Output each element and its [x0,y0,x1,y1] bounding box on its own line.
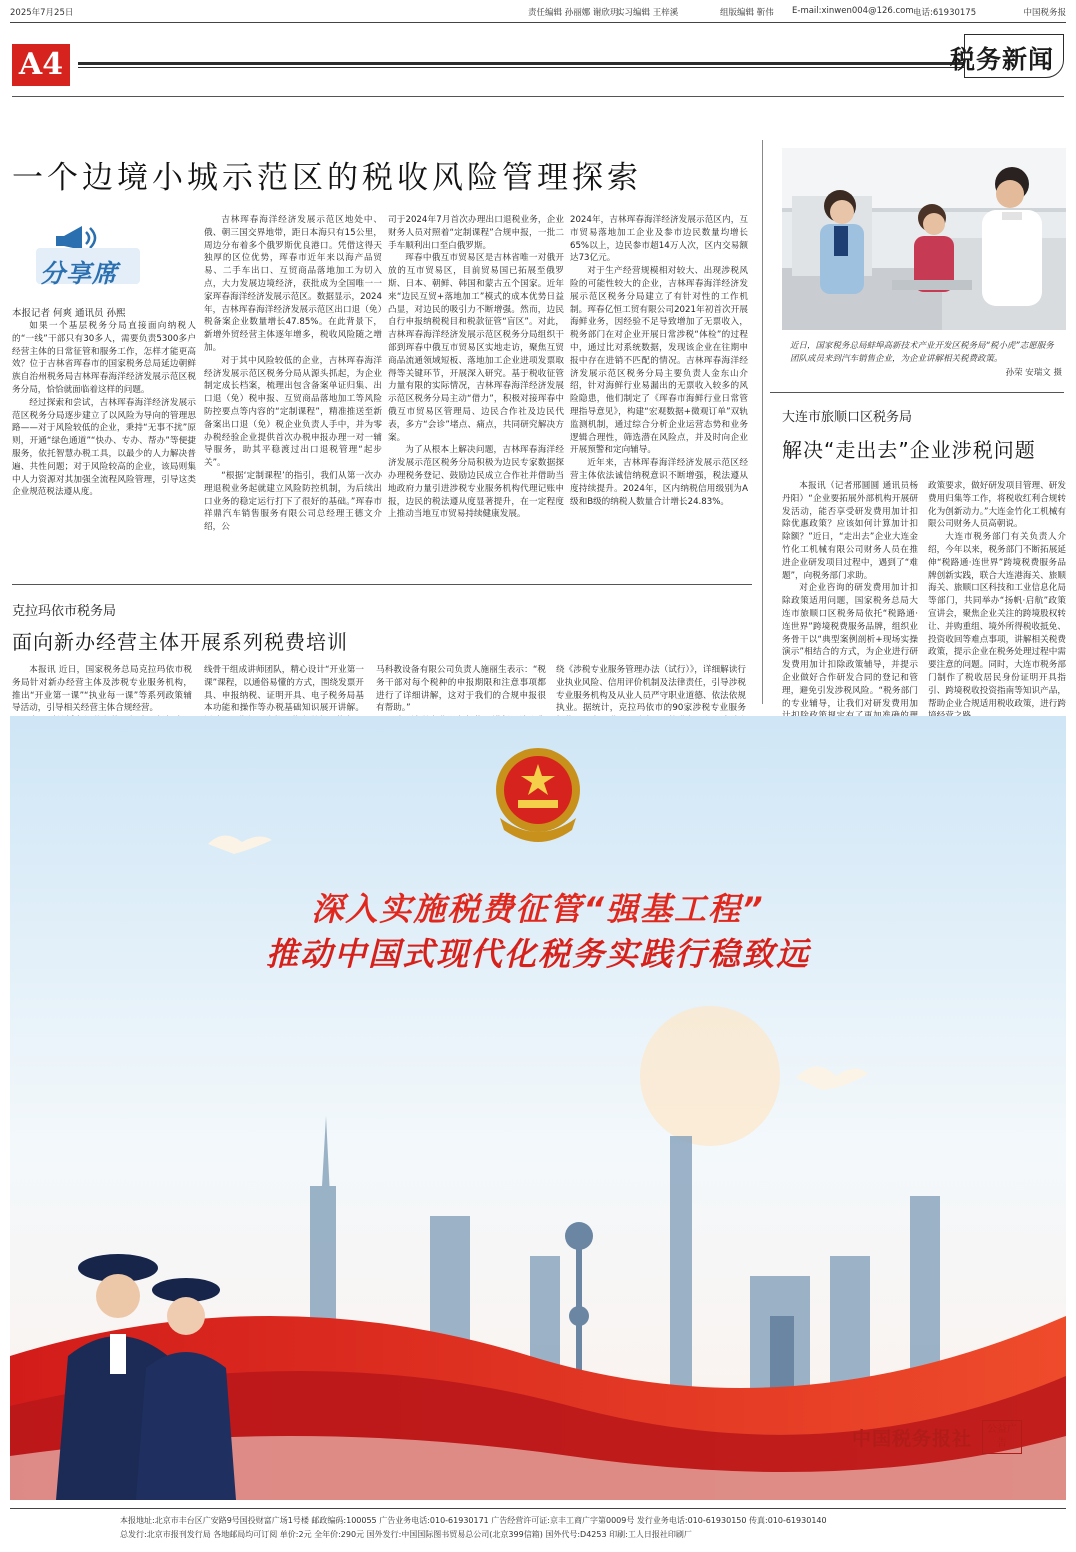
paragraph: 为了从根本上解决问题，吉林珲春海洋经济发展示范区税务分局积极为边民专家数据探办理税务登记、鼓励边民成立合作社并借助当地政府力量引进涉税专业服务机构代理记账申报，边民的税法遵从度显著提升，在一定程度上推动当地互市贸易持续健康发展。 [388,445,564,520]
contact-email: E-mail:xinwen004@126.com [792,6,914,16]
paragraph: 如果一个基层税务分局直接面向纳税人的“一线”干部只有30多人，需要负责5300多户经营主体的日常征管和服务工作，怎样才能更高效？位于吉林省珲春市的国家税务总局延边朝鲜族自治州税务局吉林珲春海洋经济发展示范区税务分局，恰恰就面临着这样的问题。 [12,321,196,395]
paragraph: 大连市税务部门有关负责人介绍，今年以来，税务部门不断拓展延伸“税路通·连世界”跨境税费服务品牌创新实践，联合大连港海关、旅顺海关、旅顺口区科技和工业信息化局等部门，共同举办“扬帆·启航”政策宣讲会，聚焦企业关注的跨境股权转让、并购重组、境外所得税收抵免、投资收回等难点事项，讲解相关税费政策，提示企业在税务处理过程中需要注意的问题。同时，大连市税务部门制作了税收居民身份证明开具指引、跨境税收投资指南等知识产品，帮助企业合规适用税收政策，进行跨 [928,532,1066,709]
main-story-column-1 [12,320,196,568]
footer-row-2: 总发行:北京市报刊发行局 各地邮局均可订阅 单价:2元 全年价:290元 国外发行:中国国际图书贸易总公司(北京399信箱) 国外代号:D4253 印刷:工人日报社印刷厂 [120,1530,692,1539]
section-title: 税务新闻 [949,45,1054,74]
paragraph: 近年来，吉林珲春海洋经济发展示范区经营主体依法诚信纳税意识不断增强，税法遵从度持续提升。2024年，区内纳税信用级别为A级和B级的纳税人数量合计增长24.83%。 [570,458,748,507]
logo-text: 分享席 [40,259,119,288]
main-headline: 一个边境小城示范区的税收风险管理探索 [12,160,642,196]
newspaper-name: 中国税务报 [1023,8,1066,18]
footer-row-1: 本报地址:北京市丰台区广安路9号国投财富广场1号楼 邮政编码:100055 广告业务电话:010-61930171 广告经营许可证:京丰工商广字第0009号 发行业务电话:010-61930150 传真:010-61930140 [120,1516,827,1525]
masthead-bottom-rule [12,96,1064,97]
photo-credit: 孙荣 安瑞文 摄 [1005,368,1062,378]
paragraph: 经过探索和尝试，吉林珲春海洋经济发展示范区税务分局逐步建立了以风险为导向的管理思路——对于风险较低的企业，秉持“无事不扰”原则，开通“绿色通道”“快办、专办、帮办”等便捷服务，依托智慧办税工具，以最少的人力解决普遍、共性问题；对于风险较高的企业，该局则集中人力资源对其加强全流程风险管理，引导这类企业规范税法遵从度。 [12,397,196,498]
public-service-badge: 公益广告 [982,1420,1022,1454]
public-service-ad [10,716,1066,1500]
contact-phone: 电话:61930175 [913,8,977,18]
dalian-headline: 解决“走出去”企业涉税问题 [782,438,1036,462]
main-story-column-4 [570,214,748,570]
main-story-column-3 [388,214,564,570]
paragraph: 对于生产经营规模相对较大、出现涉税风险的可能性较大的企业，吉林珲春海洋经济发展示范区税务分局建立了有针对性的工作机制。珲春亿恒工贸有限公司2021年初首次开展海鲜业务，因经验不足导致增加了无票收入，税务部门在对企业开展日常涉税“体检”的过程中，通过比对系统数据，发现该企业在往期申报中存在进销不匹配的情况。吉林珲春海洋经济发展示范区税务分局主要负责人金东山介绍，针对海鲜行业易漏出的无票收入较多的风险隐患，他们制定了《珲春市海鲜行业日常管理指导意见》，构建“宏观数据+微观订单”双轨监测机制，通过综合分析企业运营态势和业务逻辑合理性，筛选潜在风险点，并及时向企业开展预警和定向辅导。 [570,266,748,456]
intern-editor: 实习编辑 王梓溪 [616,8,679,18]
paragraph: 本报讯（记者邢圆圆 通讯员杨丹阳）“企业要拓展外部机构开展研发活动，能否享受研发费用加计扣除优惠政策？应该如何计算加计扣除额？”近日，“走出去”企业大连金竹化工机械有限公司财务人员在推进企业研发项目过程中，遇到了“难题”，向税务部门求助。 [782,481,918,581]
paragraph: 本报讯 近日，国家税务总局克拉玛依市税务局针对新办经营主体及涉税专业服务机构，推出“开业第一课”“执业每一课”等系列政策辅导活动，引导相关经营主体合规经营。 [12,665,192,714]
kelamayi-headline: 面向新办经营主体开展系列税费培训 [12,630,348,654]
paragraph: 司于2024年7月首次办理出口退税业务，企业财务人员对照着“定制课程”合规申报，一批二手车顺利出口至白俄罗斯。 [388,215,564,251]
right-column-divider [762,140,763,704]
kelamayi-column-1 [12,664,192,714]
paragraph: 对企业咨询的研发费用加计扣除政策适用问题，国家税务总局大连市旅顺口区税务局依托“税路通·连世界”跨境税费服务品牌，组织业务骨干以“典型案例剖析+现场实操演示”相结合的方式，为企业进行研发费用加计扣除政策辅导，并提示企业做好合作研发合同的登记和管理，避免引发涉税风险。“税务部门的专业辅导，让我们对研发费用加 [782,583,918,709]
masthead-rule [78,62,964,68]
story-separator-rule [12,584,752,585]
kelamayi-column-2 [204,664,364,714]
responsible-editor: 责任编辑 孙丽娜 谢欣玥 [528,8,619,18]
dalian-column-1 [782,480,918,709]
kelamayi-column-3 [376,664,546,714]
paragraph: 马科教设备有限公司负责人施丽生表示：“税务干部对每个税种的申报期限和注意事项都进行了详细讲解，这对于我们的合规申报很有帮助。” [376,665,546,714]
share-column-logo [20,222,170,292]
news-photo [782,148,1066,330]
tax-emblem-icon [478,738,598,850]
kelamayi-column-4 [556,664,746,714]
paragraph: 2024年，吉林珲春海洋经济发展示范区内，互市贸易落地加工企业及参市边民数量均增长65%以上，边民参市超14万人次，区内交易额达73亿元。 [570,215,748,264]
ad-slogan-line-2: 推动中国式现代化税务实践行稳致远 [265,935,810,973]
top-rule [10,22,1066,23]
ad-publisher: 中国税务报社 [851,1428,972,1450]
main-story-column-2 [204,214,382,570]
paragraph: “根据‘定制课程’的指引，我们从第一次办理退税业务起就建立风险防控机制，为后续出口业务的稳定运行打下了很好的基础。”珲春市祥鼎汽车销售服务有限公司总经理王德文介绍，公 [204,470,382,533]
photo-bottom-rule [770,392,1064,393]
dalian-column-2 [928,480,1066,709]
paragraph: 线骨干组成讲师团队，精心设计“开业第一课”课程，以通俗易懂的方式，围绕发票开具、申报纳税、证明开具、电子税务局基本功能和操作等办税基础知识展开讲解。 [204,665,364,714]
paragraph: 政策要求，做好研发项目管理、研发费用归集等工作，将税收红利合规转化为创新动力。”大连金竹化工机械有限公司财务人员高朝说。 [928,481,1066,530]
kelamayi-kicker: 克拉玛依市税务局 [12,604,117,619]
layout-editor: 组版编辑 靳伟 [720,8,774,18]
paragraph: 吉林珲春海洋经济发展示范区地处中、俄、朝三国交界地带，距日本海只有15公里，周边分布着多个俄罗斯优良港口。凭借这得天独厚的区位优势，珲春市近年来以海产品贸易、二手车出口、互贸商品落地加工为切入点，大力发展边境经济，获批成为全国唯一一家珲春海洋经济发展示范区。数据显示，2024年，吉林珲春海洋经济发展示范区出口退（免）税备案企业数量增长47.85%。在此背景下，新增外贸经营主体逐年增多，税收风险随之增加。 [204,215,382,353]
dalian-kicker: 大连市旅顺口区税务局 [782,410,913,425]
paragraph: 对于其中风险较低的企业，吉林珲春海洋经济发展示范区税务分局从源头抓起，为企业制定成长档案，梳理出包含备案单证归集、出口退（免）税申报、互贸商品落地加工等风险防控要点等内容的“定制课程”，精准推送至新备案出口退（免）税企业负责人手中，并为零办税经验企业提供首次办税申报办理一对一辅导服务，助其平稳渡过出口退税管理“起步关”。 [204,355,382,469]
photo-caption: 近日，国家税务总局蚌埠高新技术产业开发区税务局“税小虎”志愿服务团队成员来到汽车销售企业，为企业讲解相关税费政策。 [790,341,1054,364]
main-byline: 本报记者 何爽 通讯员 孙熙 [12,308,126,319]
top-info-bar [10,6,1066,20]
paragraph: 珲春中俄互市贸易区是吉林省唯一对俄开放的互市贸易区，目前贸易国已拓展至俄罗斯、日本、朝鲜、韩国和蒙古五个国家。近年来“边民互贸+落地加工”模式的成本优势日益凸显，对边民的吸引力不断增强。然而，边民自行申报纳税税目和税款征管“盲区”。对此，吉林珲春海洋经济发展示范区税务分局组织干部到珲春中俄互市贸易区实地走访，聚焦互贸商品流通领域短板、落地加工企业进项发票取得等关键环节，开展深入研究。基于税收征管力量有限的实际情况，吉林珲春海洋经济发展示范区税务分局主动“借力”，积极对接珲春中俄互市贸易区管理局、边民合作社及边民代表，多方“会诊”堵点、痛点，共同研究解决方案。 [388,253,564,443]
page-number-tag: A4 [12,44,70,86]
page-footer [10,1508,1066,1546]
paragraph: 绕《涉税专业服务管理办法（试行）》，详细解读行业执业风险、信用评价机制及法律责任，引导涉税专业服务机构及从业人员严守职业道德、依法依规执业。据统计，克拉玛依市的90家涉税专业服务 [556,665,746,714]
ad-slogan-line-1: 深入实施税费征管“强基工程” [311,890,765,928]
issue-date: 2025年7月25日 [10,8,74,18]
